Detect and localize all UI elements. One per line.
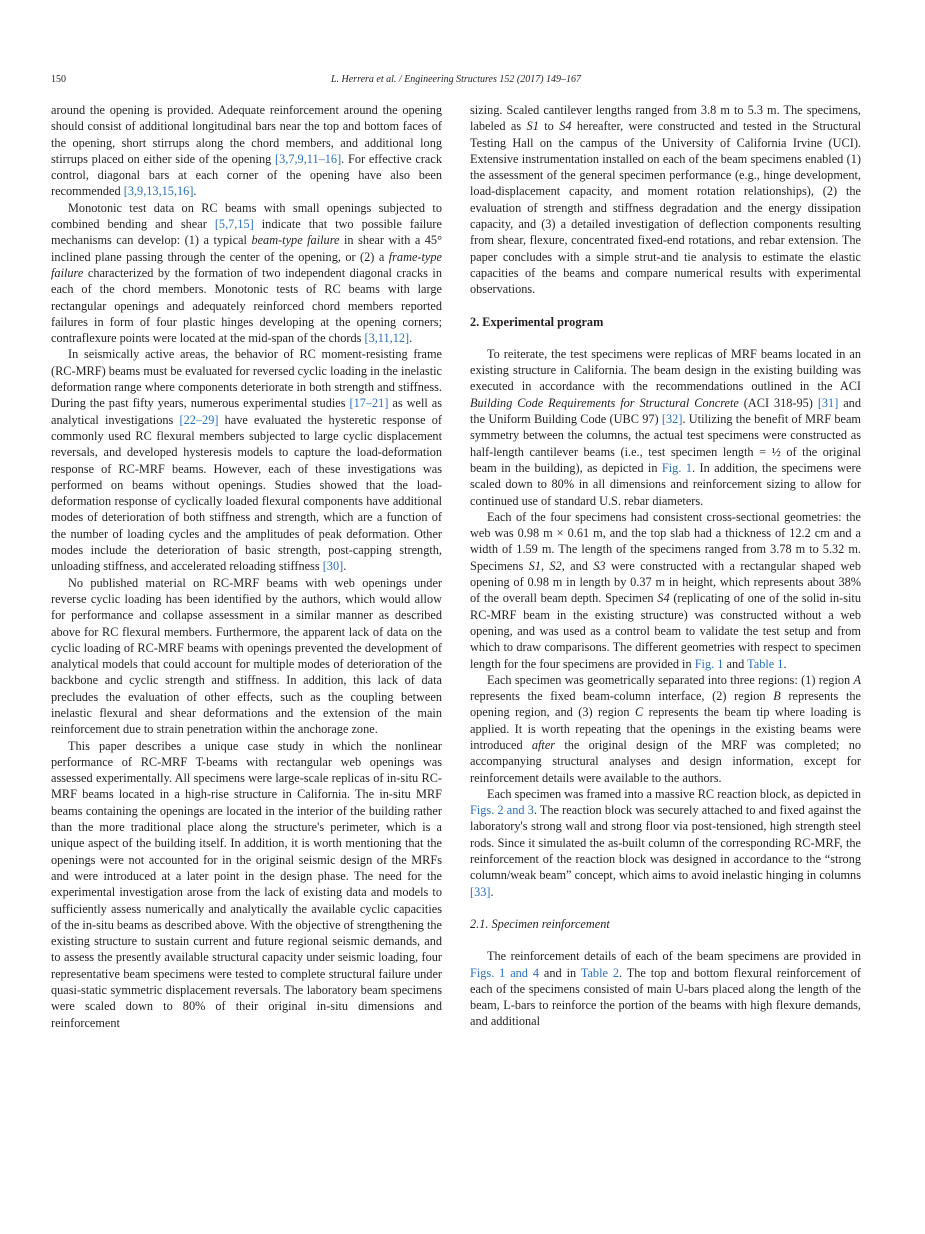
italic-text: Building Code Requirements for Structural Concrete	[470, 395, 739, 410]
right-column	[470, 102, 861, 1030]
text-run: This paper describes a unique case study in which the nonlinear performance of RC-MRF T-beams with rectangular web openings was assessed experimentally. All specimens were large-scale replicas of in-situ RC-MRF beams located in a high-rise structure in California. The in-situ MRF beams containing the openings are located in the interior of the building rather than the more traditional place along the structure's perimeter, which is a unique aspect of the building itself. In addition, it is worth mentioning that the openings were not accounted for in the original seismic design of the MRFs and were introduced at a later point in the design phase. The need for the experimental investigation arose from the lack of existing data and models to sufficiently assess numerically and analytically the available cyclic capacities of the in-situ beams as described above. With the objective of strengthening the existing structure to sustain current and future regional seismic demands, and to assess the presently available structural capacity under seismic loading, four representative beam specimens were tested to complete structural failure under quasi-static symmetric displacement reversals. The laboratory beam specimens were scaled down to 80% of their original in-situ dimensions and reinforcement	[51, 738, 442, 1030]
italic-text: S1	[528, 558, 541, 573]
paragraph	[470, 672, 861, 786]
citation-link[interactable]: [3,11,12]	[364, 331, 410, 346]
text-run: represents the opening region, and (3) region	[470, 689, 861, 720]
paragraph	[470, 102, 861, 298]
text-run: and in	[539, 965, 581, 980]
italic-text: B	[773, 689, 781, 704]
text-run: . Utilizing the benefit of MRF beam symmetry between the columns, the actual test specimens were constructed as half-length cantilever beams (i.e., test specimen length = ½ of the original beam in the building), as depicted in	[470, 412, 861, 475]
subsection-heading: 2.1. Specimen reinforcement	[470, 916, 610, 931]
citation-link[interactable]: [5,7,15]	[214, 217, 254, 232]
italic-text: S4	[559, 119, 572, 134]
page-number: 150	[51, 74, 66, 85]
text-run: . The reaction block was securely attached to and fixed against the laboratory's strong wall and strong floor via post-tensioned, high strength steel rods. Since it simulated the as-built column of the corresponding RC-MRF, the reinforcement of the reaction block was designed in accordance to the “strong column/weak beam” concept, which aims to avoid inelastic hinging in columns	[470, 803, 861, 883]
text-run: . The top and bottom flexural reinforcement of each of the specimens consisted of main U-bars placed along the length of the beam, L-bars to reinforce the portion of the beams with high flexure demands, and additional	[470, 965, 861, 1029]
citation-link[interactable]: [33]	[470, 884, 491, 899]
text-run: ,	[540, 558, 550, 573]
italic-text: C	[634, 705, 644, 720]
citation-link[interactable]: [22–29]	[179, 412, 219, 427]
italic-text: S2	[549, 558, 562, 573]
text-run: hereafter, were constructed and tested in the Structural Testing Hall on the campus of the University of California Irvine (UCI). Extensive instrumentation installed on each of the beam specimens enabled (1) the assessment of the general specimen performance (e.g., hinge development, load-displacement capacity, and moment rotation relationships), (2) the evaluation of strength and stiffness degradation and the energy dissipation capacity, and (3) a detailed investigation of deflection components resulting from shear, flexure, concentrated fixed-end rotations, and rebar extension. The paper concludes with a simple strut-and tie analysis to estimate the elastic capacities of the beams and compare numerical results with experimental observations.	[470, 119, 861, 297]
text-run: No published material on RC-MRF beams with web openings under reverse cyclic loading has been identified by the authors, which would allow for performance and collapse assessment in a similar manner as described above for RC flexural members. Furthermore, the apparent lack of data on the cyclic loading of RC-MRF beams with openings prevented the development of analytical models that could account for multiple modes of deterioration of the backbone and cyclic strength and stiffness. In addition, this lack of data precludes the evaluation of other effects, such as the coupling between inelastic flexural and shear deformations and the extension of the main reinforcement due to strain penetration within the anchorage zone.	[51, 575, 442, 737]
paragraph	[470, 346, 861, 509]
citation-link[interactable]: Figs. 1 and 4	[470, 965, 540, 980]
citation-link[interactable]: [30]	[322, 559, 344, 574]
italic-text: beam-type failure	[251, 233, 340, 248]
paragraph	[51, 200, 442, 347]
text-run: In seismically active areas, the behavior of RC moment-resisting frame (RC-MRF) beams must be evaluated for reversed cyclic loading in the inelastic deformation range where components deteriorate in both strength and stiffness. During the past fifty years, numerous experimental studies	[51, 347, 442, 411]
text-run: (replicating of one of the solid in-situ RC-MRF beam in the existing structure) was constructed without a web opening, and was used as a control beam to validate the test setup and from which to draw comparisons. The different geometries with respect to specimen length for the four specimens are provided in	[470, 591, 861, 671]
text-run: around the opening is provided. Adequate reinforcement around the opening should consist of additional longitudinal bars near the top and bottom faces of the opening, short stirrups along the chord members, and additional long stirrups placed on either side of the opening	[51, 103, 442, 166]
citation-link[interactable]: Figs. 2 and 3	[470, 803, 534, 818]
paragraph	[470, 786, 861, 900]
text-run: the original design of the MRF was completed; no accompanying structural analyses and design information, except for reinforcement details were available to the authors.	[470, 737, 861, 785]
text-run: characterized by the formation of two independent diagonal cracks in each of the chord members. Monotonic tests of RC beams with large rectangular openings and adequately reinforced chord members reported failures in form of four plastic hinges developing at the opening corners; contraflexure points were located at the mid-span of the chords	[51, 265, 442, 346]
left-column	[51, 102, 442, 1031]
text-run: .	[343, 559, 347, 574]
text-run: as well as analytical investigations	[51, 396, 442, 427]
text-run: have evaluated the hysteretic response of commonly used RC flexural members subjected to large cyclic displacement reversals, and developed hysteresis models to capture the load-deformation response of RC-MRF beams. However, each of these investigations was performed on beams without openings. Studies showed that the load-deformation response of cyclically loaded flexural components have additional modes of deterioration of both stiffness and strength, which are a function of the number of loading cycles and the amplitudes of peak deformation. Other modes include the deterioration of basic strength, post-capping strength, unloading stiffness, and accelerated reloading stiffness	[51, 412, 442, 574]
text-run: in shear with a 45° inclined plane passing through the center of the opening, or (2) a	[51, 233, 443, 264]
text-run: indicate that two possible failure mechanisms can develop: (1) a typical	[51, 217, 442, 248]
paragraph	[470, 509, 861, 672]
paragraph	[51, 102, 442, 200]
text-run: Each specimen was framed into a massive RC reaction block, as depicted in	[487, 786, 861, 801]
italic-text: after	[531, 737, 556, 752]
text-run: Monotonic test data on RC beams with small openings subjected to combined bending and shear	[51, 200, 442, 232]
citation-link[interactable]: [17–21]	[349, 396, 389, 411]
italic-text: S1	[526, 119, 539, 134]
italic-text: S4	[657, 591, 670, 606]
citation-link[interactable]: [32]	[661, 412, 683, 427]
text-run: and the Uniform Building Code (UBC 97)	[470, 395, 861, 427]
paragraph	[51, 346, 442, 574]
citation-link[interactable]: Table 1	[747, 656, 784, 671]
citation-link[interactable]: [31]	[817, 395, 839, 410]
citation-link[interactable]: Fig. 1	[661, 460, 692, 475]
text-run: to	[538, 119, 560, 134]
text-run: The reinforcement details of each of the beam specimens are provided in	[487, 949, 861, 964]
text-run: represents the fixed beam-column interface, (2) region	[470, 689, 774, 704]
running-title: L. Herrera et al. / Engineering Structures 152 (2017) 149–167	[330, 74, 582, 85]
page-header	[51, 72, 861, 88]
paragraph	[470, 948, 861, 1029]
citation-link[interactable]: [3,9,13,15,16]	[123, 184, 194, 199]
paragraph	[51, 738, 442, 1031]
italic-text: S3	[593, 558, 606, 573]
text-run: .	[783, 656, 787, 671]
text-run: .	[193, 184, 197, 199]
paragraph	[51, 575, 442, 738]
italic-text: A	[853, 672, 861, 687]
text-run: sizing. Scaled cantilever lengths ranged from 3.8 m to 5.3 m. The specimens, labeled as	[470, 103, 861, 134]
text-run: were constructed with a rectangular shaped web opening of 0.98 m in length by 0.37 m in height, which represents about 38% of the overall beam depth. Specimen	[470, 558, 861, 606]
text-run: . For effective crack control, diagonal bars at each corner of the opening have also been recommended	[51, 151, 442, 199]
text-run: and	[723, 656, 748, 671]
text-run: represents the beam tip where loading is applied. It is worth repeating that the openings in the existing beams were introduced	[470, 705, 861, 752]
text-run: To reiterate, the test specimens were replicas of MRF beams located in an existing structure in California. The beam design in the existing building was executed in accordance with the recommendations outlined in the ACI	[470, 346, 861, 394]
citation-link[interactable]: Table 2	[580, 965, 619, 980]
section-heading: 2. Experimental program	[470, 314, 604, 329]
text-run: (ACI 318-95)	[738, 395, 818, 410]
text-run: . In addition, the specimens were scaled down to 80% in all dimensions and reinforcement sizing to allow for continued use of standard U.S. rebar diameters.	[470, 460, 862, 508]
citation-link[interactable]: [3,7,9,11–16]	[275, 151, 342, 166]
italic-text: frame-type failure	[51, 249, 442, 280]
text-run: Each specimen was geometrically separated into three regions: (1) region	[487, 672, 854, 687]
text-run: .	[490, 884, 494, 899]
text-run: Each of the four specimens had consistent cross-sectional geometries: the web was 0.98 m × 0.61 m, and the top slab had a thickness of 12.2 cm and a width of 1.59 m. The length of the specimens ranged from 3.78 m to 5.32 m. Specimens	[470, 509, 861, 573]
text-run: , and	[561, 558, 594, 573]
text-run: .	[409, 331, 413, 346]
citation-link[interactable]: Fig. 1	[694, 656, 724, 671]
